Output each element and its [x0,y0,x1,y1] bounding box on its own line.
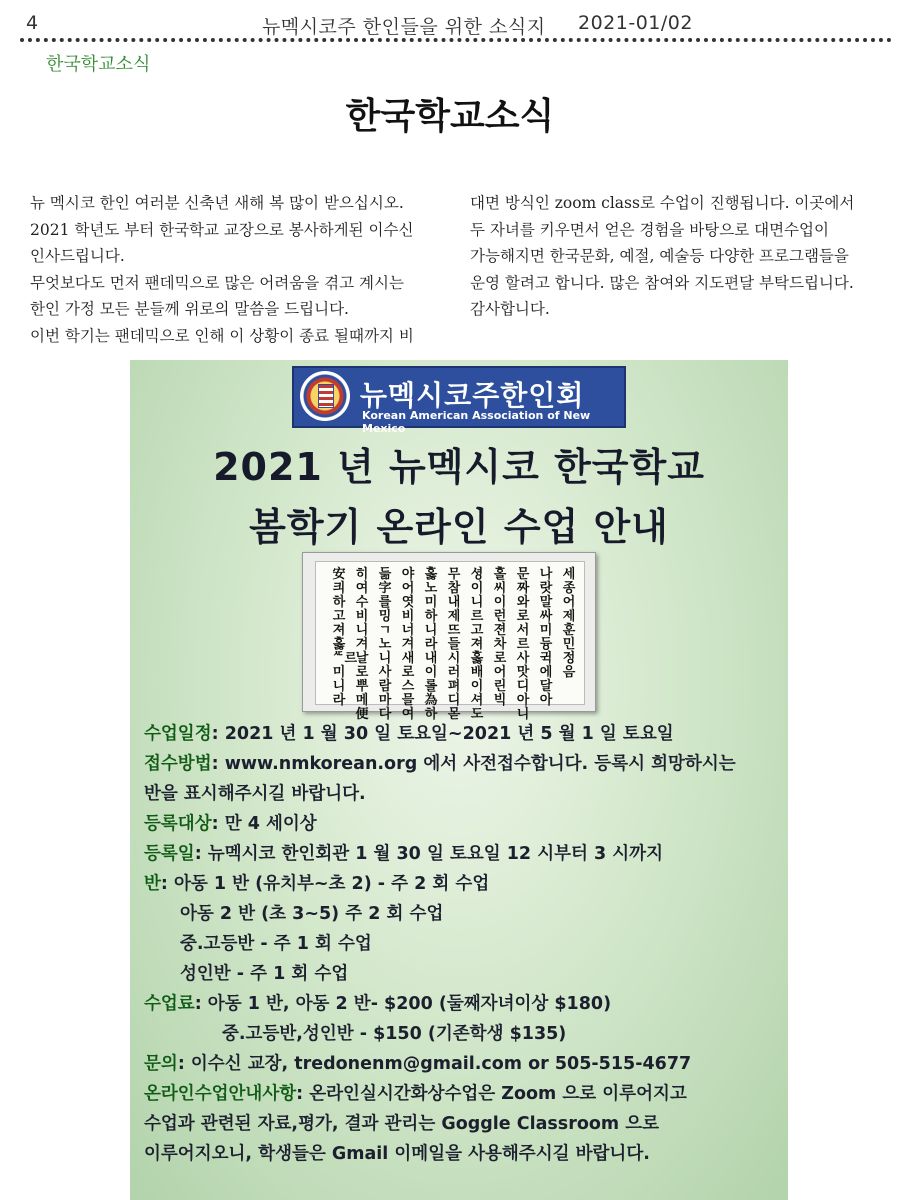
online-class-label: 온라인수업안내사항 [144,1084,297,1104]
registration-day-row [144,840,784,865]
online-class-row [144,1080,784,1105]
online-class-value: : 온라인실시간화상수업은 Zoom 으로 이루어지고 [296,1084,687,1104]
hunminjeongeum-column: 야어엿비너겨새로스믈여 [401,567,415,722]
association-seal-icon [300,371,350,421]
page-header [0,0,900,40]
class-flyer [130,360,788,1200]
page-number: 4 [26,12,39,34]
registration-method-cont: 반을 표시해주시길 바랍니다. [144,784,366,804]
article-line: 무엇보다도 먼저 팬데믹으로 많은 어려움을 겪고 계시는 [30,273,404,292]
org-name-korean: 뉴멕시코주한인회 [360,379,585,412]
hunminjeongeum-column: 무참내제뜨들시러펴디몯 [447,567,461,722]
hunminjeongeum-image [302,552,596,722]
newsletter-title: 뉴멕시코주 한인들을 위한 소식지 [262,16,546,38]
class-line-3: 중.고등반 - 주 1 회 수업 [180,934,372,954]
contact-value: : 이수신 교장, tredonenm@gmail.com or 505-515-4677 [177,1054,692,1074]
contact-label: 문의 [144,1054,178,1074]
hunminjeongeum-column: 홀씨이런젼차로어린빅 [493,567,507,708]
article-column-right [470,190,888,323]
eligibility-row [144,810,784,835]
hunminjeongeum-column: 나랏말싸미듕귁에달아 [539,567,553,708]
schedule-label: 수업일정 [144,724,212,744]
hunminjeongeum-column: 셩이니르고져홇배이셔도 [470,567,484,722]
fee-label: 수업료 [144,994,195,1014]
fee-row [144,990,784,1015]
article-line: 2021 학년도 부터 한국학교 교장으로 봉사하게된 이수신 [30,220,414,239]
flyer-title-line2: 봄학기 온라인 수업 안내 [249,505,669,549]
schedule-value: : 2021 년 1 월 30 일 토요일~2021 년 5 월 1 일 토요일 [211,724,674,744]
article-line: 운영 할려고 합니다. 많은 참여와 지도편달 부탁드립니다. [470,273,854,292]
class-label: 반 [144,874,161,894]
registration-method-value: : www.nmkorean.org 에서 사전접수합니다. 등록시 희망하시는 [211,754,736,774]
hunminjeongeum-column: 듦字를밍ㄱ노니사람마다 [378,567,392,722]
class-value: : 아동 1 반 (유치부~초 2) - 주 2 회 수업 [160,874,490,894]
registration-method-label: 접수방법 [144,754,212,774]
fee-line-2: 중.고등반,성인반 - $150 (기존학생 $135) [222,1024,567,1044]
association-logo-banner [292,366,626,435]
article-line: 감사합니다. [470,300,550,318]
article-title: 한국학교소식 [345,96,555,137]
eligibility-label: 등록대상 [144,814,212,834]
hunminjeongeum-text-panel [315,561,585,722]
article-line: 두 자녀를 키우면서 얻은 경험을 바탕으로 대면수업이 [470,220,829,239]
hunminjeongeum-column: 홇노미하니라내이롤為하 [424,567,438,722]
article-line: 한인 가정 모든 분들께 위로의 말씀을 드립니다. [30,300,349,318]
hunminjeongeum-column: 문짜와로서르사맛디아니 [516,567,530,722]
dotted-divider [20,38,892,42]
article-column-left [30,190,450,349]
flag-icon [318,384,334,408]
contact-row [144,1050,784,1075]
registration-day-value: : 뉴멕시코 한인회관 1 월 30 일 토요일 12 시부터 3 시까지 [194,844,663,864]
article-line: 뉴 멕시코 한인 여러분 신축년 새해 복 많이 받으십시오. [30,194,404,212]
online-class-line-3: 이루어지오니, 학생들은 Gmail 이메일을 사용해주시길 바랍니다. [144,1144,650,1164]
class-line-4: 성인반 - 주 1 회 수업 [180,964,349,984]
class-line-2: 아동 2 반 (초 3~5) 주 2 회 수업 [180,904,444,924]
schedule-row [144,720,784,745]
section-label: 한국학교소식 [46,54,151,75]
hunminjeongeum-column: 히여수비니겨날로뿌메便 [355,567,369,722]
issue-date: 2021-01/02 [578,12,693,34]
fee-value: : 아동 1 반, 아동 2 반- $200 (둘째자녀이상 $180) [194,994,612,1014]
article-line: 이번 학기는 팬데믹으로 인해 이 상황이 종료 될때까지 비 [30,326,414,345]
flyer-title-line1: 2021 년 뉴멕시코 한국학교 [213,445,705,489]
class-row [144,870,784,895]
eligibility-value: : 만 4 세이상 [211,814,317,834]
online-class-line-2: 수업과 관련된 자료,평가, 결과 관리는 Goggle Classroom 으로 [144,1114,660,1134]
registration-method-row [144,750,784,775]
hunminjeongeum-column: 安킈하고져홇ᄯ르미니라 [332,567,358,708]
hunminjeongeum-column: 세종어제훈민정음 [562,567,576,680]
org-name-english: Korean American Association of New Mexico [362,409,591,435]
article-line: 인사드립니다. [30,247,125,265]
article-line: 가능해지면 한국문화, 예절, 예술등 다양한 프로그램들을 [470,247,849,265]
article-line: 대면 방식인 zoom class로 수업이 진행됩니다. 이곳에서 [470,194,855,212]
registration-day-label: 등록일 [144,844,195,864]
